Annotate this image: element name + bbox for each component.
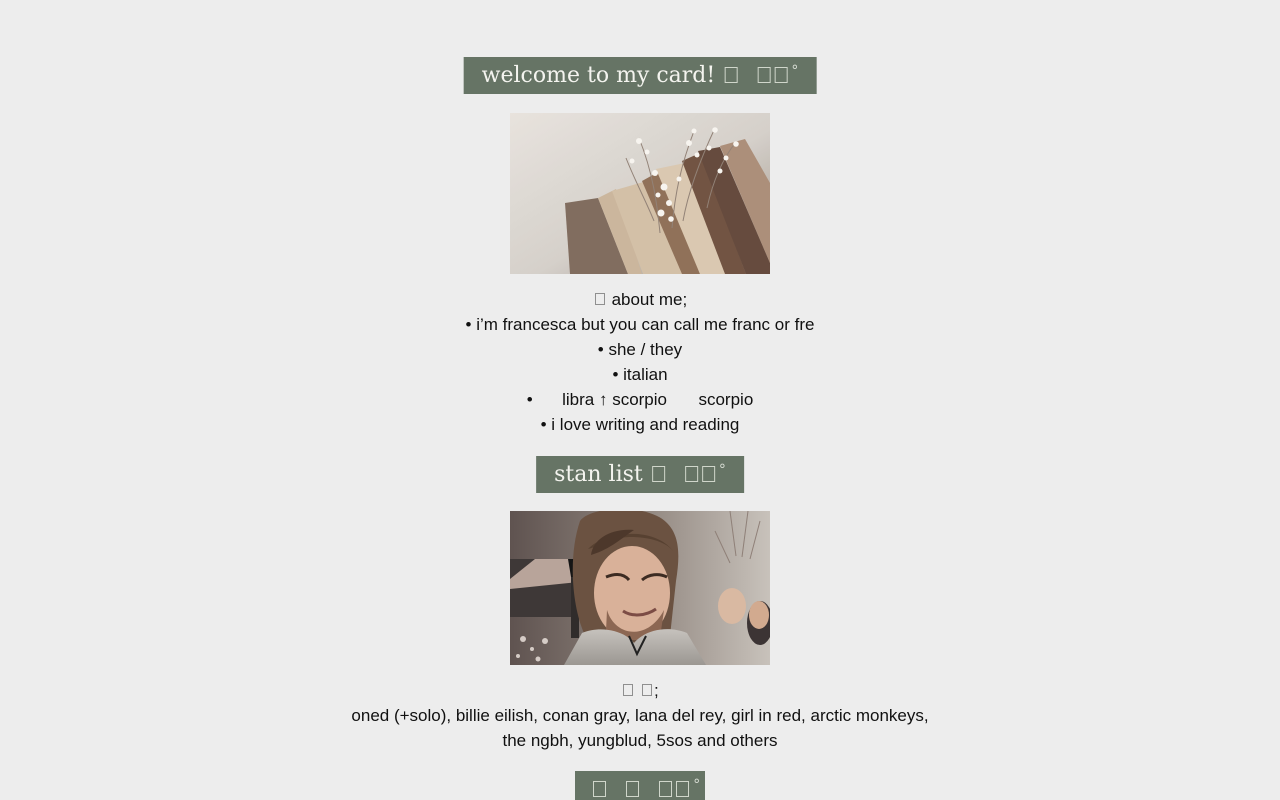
books-flowers-photo	[510, 113, 770, 274]
missing-glyph-icon	[593, 781, 606, 797]
missing-glyph-icon	[724, 67, 737, 83]
stan-list-glyphs	[650, 464, 726, 486]
missing-glyph-icon	[642, 684, 652, 696]
degree-mark: °	[718, 462, 726, 478]
next-section-glyphs	[591, 779, 700, 800]
about-interests-line: • i love writing and reading	[540, 415, 740, 434]
stan-heading-suffix: ;	[654, 681, 659, 700]
degree-mark: °	[791, 63, 799, 79]
missing-glyph-icon	[685, 466, 698, 482]
about-zodiac-line	[0, 387, 1280, 412]
stan-list-line-1: oned (+solo), billie eilish, conan gray, lana del rey, girl in red, arctic monkeys,	[351, 706, 929, 725]
stan-list-line-2: the ngbh, yungblud, 5sos and others	[502, 731, 778, 750]
zodiac-bullet: •	[526, 390, 533, 409]
degree-mark: °	[693, 777, 701, 793]
missing-glyph-icon	[757, 67, 770, 83]
zodiac-moon: scorpio	[698, 390, 754, 409]
stan-list-title: stan list	[554, 462, 643, 487]
smiling-person-photo	[510, 511, 770, 665]
missing-glyph-icon	[676, 781, 689, 797]
stan-list-header	[536, 456, 744, 493]
about-nationality-line: • italian	[612, 365, 668, 384]
about-heading: about me;	[611, 290, 688, 309]
missing-glyph-icon	[595, 293, 605, 305]
missing-glyph-icon	[702, 466, 715, 482]
next-section-header	[575, 771, 705, 800]
welcome-title: welcome to my card!	[481, 63, 716, 88]
zodiac-sun-rising: libra ↑ scorpio	[562, 390, 667, 409]
stan-heading-line	[0, 678, 1280, 703]
welcome-glyphs	[722, 65, 798, 87]
missing-glyph-icon	[774, 67, 787, 83]
missing-glyph-icon	[652, 466, 665, 482]
about-me-section	[0, 287, 1280, 437]
about-pronouns-line: • she / they	[597, 340, 683, 359]
missing-glyph-icon	[659, 781, 672, 797]
missing-glyph-icon	[623, 684, 633, 696]
about-name-line: • i’m francesca but you can call me franc or fre	[465, 315, 815, 334]
stan-list-section	[0, 678, 1280, 753]
missing-glyph-icon	[626, 781, 639, 797]
about-heading-line	[0, 287, 1280, 312]
welcome-header	[464, 57, 817, 94]
